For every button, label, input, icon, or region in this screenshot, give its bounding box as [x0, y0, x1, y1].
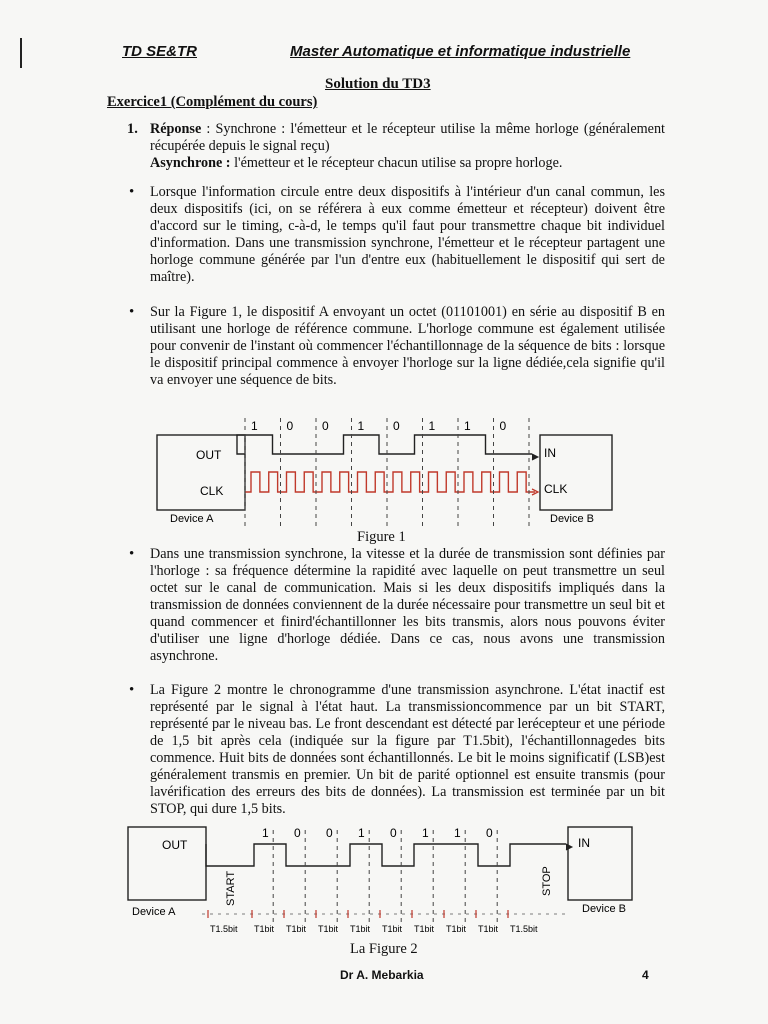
q1-async-text: l'émetteur et le récepteur chacun utilise sa propre horloge. [230, 155, 563, 171]
fig2-timing-label: T1bit [382, 924, 403, 934]
fig2-bit-label: 0 [390, 826, 397, 840]
paragraph-3: Dans une transmission synchrone, la vitesse et la durée de transmission sont définies par l'horloge : sa fréquence détermine la rapidité avec laquelle on peut transmettre un seul octet sur le canal de communication. Mais si les deux dispositifs impliqués dans la transmission de données conviennent de la durée nécessaire pour transmettre un seul bit et quand commencer et finird'échantillonner les bits transmis, alors nous pouvons éviter d'utiliser une ligne d'horloge dédiée. Dans ce cas, nous avons une transmission asynchrone. [150, 546, 665, 664]
fig1-out-wave [237, 435, 532, 454]
fig2-device-b: Device B [582, 903, 627, 915]
fig2-timing-label: T1.5bit [510, 924, 538, 934]
paragraph-1: Lorsque l'information circule entre deux dispositifs à l'intérieur d'un canal commun, les deux dispositifs (ici, on se référera à eux comme émetteur et récepteur) doivent être d'accord sur le timing, c-à-d, le temps qu'il faut pour transmettre chaque bit individuel d'information. Dans une transmission synchrone, l'émetteur et le récepteur partagent une horloge commune générée par l'un d'entre eux (habituellement le dispositif qui sert de maître). [150, 184, 665, 285]
paragraph-2: Sur la Figure 1, le dispositif A envoyant un octet (01101001) en série au dispositif B en utilisant une horloge de référence commune. L'horloge commune est également utilisée pour convenir de l'instant où commencer l'échantillonnage de la séquence de bits : lorsque le dispositif principal commence à envoyer l'horloge sur la ligne dédiée,cela signifie qu'il va envoyer une séquence de bits. [150, 304, 665, 388]
bullet-dot: • [129, 304, 135, 320]
fig2-bit-label: 0 [294, 826, 301, 840]
fig1-bit-label: 0 [499, 419, 507, 433]
fig2-timing-label: T1bit [414, 924, 435, 934]
header-right: Master Automatique et informatique industrielle [290, 43, 631, 60]
figure1-caption: Figure 1 [357, 529, 406, 545]
fig2-bit-label: 1 [422, 826, 429, 840]
fig2-out-signal [206, 844, 566, 866]
q1-number: 1. [127, 121, 138, 137]
solution-title: Solution du TD3 [325, 76, 431, 92]
page-number: 4 [642, 968, 649, 982]
fig2-timing-label: T1bit [478, 924, 499, 934]
fig2-bit-label: 1 [358, 826, 365, 840]
fig2-bit-label: 1 [262, 826, 269, 840]
q1-async-label: Asynchrone : [150, 155, 231, 171]
fig2-timing-label: T1bit [318, 924, 339, 934]
fig1-device-b: Device B [550, 513, 595, 525]
fig2-in-arrow [566, 844, 572, 850]
figure2-caption: La Figure 2 [350, 941, 418, 957]
fig1-bit-label: 0 [322, 419, 329, 433]
bullet-dot: • [129, 682, 135, 698]
exercise-title: Exercice1 (Complément du cours) [107, 94, 318, 110]
fig2-bit-label: 0 [486, 826, 493, 840]
fig1-in-label: IN [544, 446, 556, 460]
fig1-bit-label: 0 [286, 419, 294, 433]
fig2-timing-label: T1bit [254, 924, 275, 934]
fig2-bit-label: 1 [454, 826, 461, 840]
bullet-dot: • [129, 184, 135, 200]
fig2-start-label: START [225, 870, 237, 906]
header-left: TD SE&TR [122, 43, 197, 60]
fig1-bit-labels [251, 419, 507, 433]
q1-label: Réponse [150, 121, 202, 137]
fig1-clk-in-label: CLK [544, 482, 568, 496]
fig2-timing-label: T1bit [446, 924, 467, 934]
fig1-out-signal [237, 435, 532, 454]
fig1-clk-label: CLK [200, 484, 224, 498]
fig2-device-a: Device A [132, 906, 176, 918]
fig2-bit-labels [262, 826, 493, 840]
fig2-timing-label: T1.5bit [210, 924, 238, 934]
fig2-timing-label: T1bit [350, 924, 371, 934]
bullet-dot: • [129, 546, 135, 562]
margin-mark [20, 38, 22, 68]
fig2-timing-label: T1bit [286, 924, 307, 934]
q1-answer [150, 121, 665, 172]
device-a-box [157, 435, 245, 510]
fig1-out-label: OUT [196, 448, 222, 462]
fig1-clock-signal [245, 472, 535, 492]
fig2-out-wave [206, 844, 566, 866]
fig2-stop-label: STOP [541, 866, 553, 896]
fig1-out-arrow [532, 454, 538, 460]
fig1-bit-label: 1 [464, 419, 471, 433]
fig2-bit-label: 0 [326, 826, 333, 840]
figure1-diagram [150, 408, 620, 536]
fig1-bit-label: 1 [251, 419, 258, 433]
fig1-clock-wave [245, 472, 535, 492]
fig1-device-a: Device A [170, 513, 214, 525]
paragraph-4: La Figure 2 montre le chronogramme d'une transmission asynchrone. L'état inactif est représenté par le signal à l'état haut. La transmissioncommence par un bit START, représenté par le niveau bas. Le front descendant est détecté par lerécepteur et une période de 1,5 bit après cela (indiquée sur la figure par T1.5bit), l'échantillonnagedes bits commence. Huit bits de données sont échantillonnés. Le bit le moins significatif (LSB)est généralement transmis en premier. Un bit de parité optionnel est ensuite transmis (pour lavérification des erreurs des bits de données). La transmission est terminée par un bit STOP, qui dure 1,5 bits. [150, 682, 665, 817]
fig1-bit-label: 1 [357, 419, 365, 433]
fig2-out-label: OUT [162, 838, 188, 852]
fig1-bit-label: 0 [393, 419, 400, 433]
fig1-bit-label: 1 [428, 419, 436, 433]
q1-text: : Synchrone : l'émetteur et le récepteur utilise la même horloge (généralement récupérée depuis le signal reçu) [150, 121, 665, 154]
fig1-sample-marks [245, 418, 529, 528]
fig2-timing-labels [210, 924, 538, 934]
fig2-in-label: IN [578, 836, 590, 850]
figure2-diagram [120, 822, 640, 940]
footer-author: Dr A. Mebarkia [340, 968, 424, 982]
